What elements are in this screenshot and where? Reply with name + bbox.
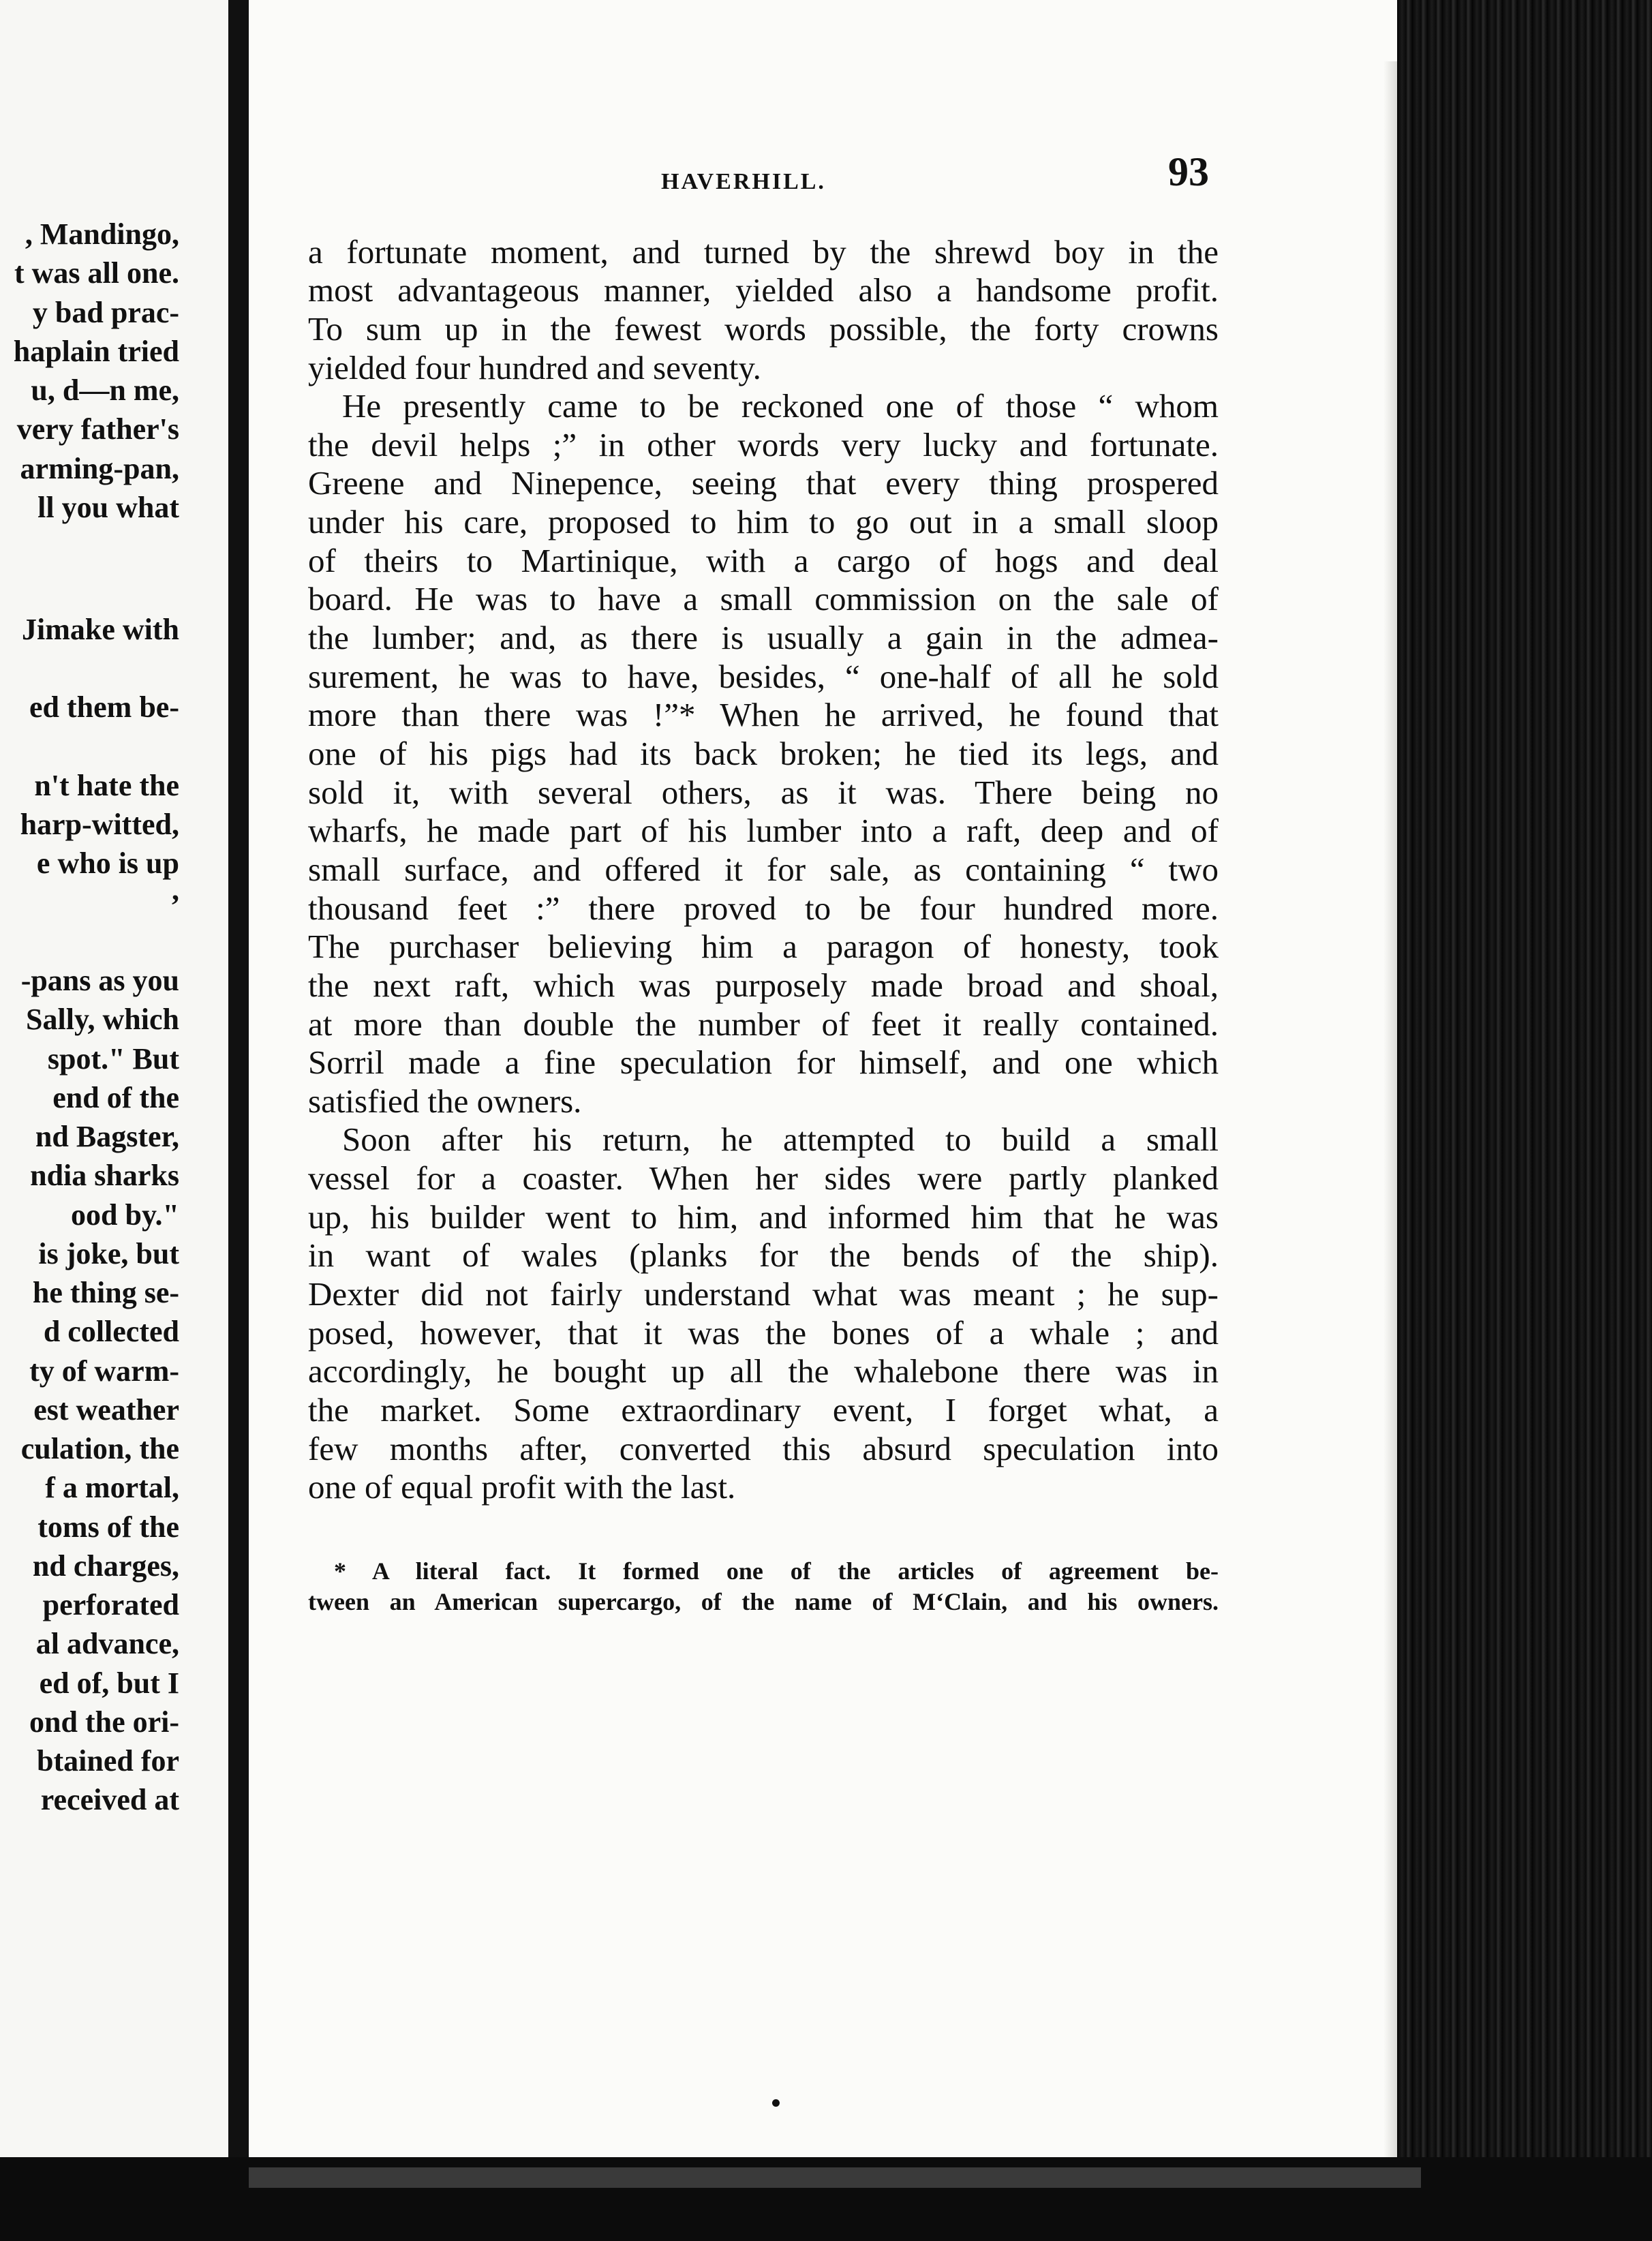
left-page-line: nd Bagster, <box>35 1120 179 1153</box>
left-page-line: arming-pan, <box>20 452 179 485</box>
body-line: a fortunate moment, and turned by the shrewd boy in the <box>308 233 1219 271</box>
left-page-line: y bad prac- <box>32 296 179 329</box>
body-line: surement, he was to have, besides, “ one-half of all he sold <box>308 658 1219 695</box>
page-bottom-shadow <box>249 2167 1421 2188</box>
body-line: small surface, and offered it for sale, as containing “ two <box>308 851 1219 888</box>
left-page-line: is joke, but <box>38 1237 179 1270</box>
body-line: under his care, proposed to him to go out in a small sloop <box>308 503 1219 540</box>
left-page-line: btained for <box>37 1744 179 1778</box>
body-line: few months after, converted this absurd speculation into <box>308 1430 1219 1467</box>
body-line: up, his builder went to him, and informed him that he was <box>308 1198 1219 1236</box>
left-page-line: received at <box>40 1783 179 1816</box>
body-line: of theirs to Martinique, with a cargo of hogs and deal <box>308 542 1219 579</box>
body-line: To sum up in the fewest words possible, the forty crowns <box>308 310 1219 348</box>
body-line: posed, however, that it was the bones of a whale ; and <box>308 1314 1219 1352</box>
body-line: one of equal profit with the last. <box>308 1468 736 1506</box>
left-page-line: ond the ori- <box>29 1705 179 1739</box>
left-page-line: ed of, but I <box>39 1666 179 1700</box>
body-line: most advantageous manner, yielded also a handsome profit. <box>308 271 1219 309</box>
body-line: board. He was to have a small commission on the sale of <box>308 580 1219 618</box>
body-line: satisfied the owners. <box>308 1082 582 1120</box>
body-line: at more than double the number of feet it really contained. <box>308 1005 1219 1043</box>
body-line: thousand feet :” there proved to be four hundred more. <box>308 889 1219 927</box>
body-line: Sorril made a fine speculation for himself, and one which <box>308 1043 1219 1081</box>
body-line: the lumber; and, as there is usually a gain in the admea- <box>308 619 1219 656</box>
body-line: the market. Some extraordinary event, I forget what, a <box>308 1391 1219 1429</box>
left-page-line: nd charges, <box>32 1549 179 1583</box>
body-line: accordingly, he bought up all the whalebone there was in <box>308 1352 1219 1390</box>
body-line: the next raft, which was purposely made broad and shoal, <box>308 966 1219 1004</box>
body-line: sold it, with several others, as it was. There being no <box>308 774 1219 811</box>
left-page-line: ty of warm- <box>29 1354 179 1388</box>
footnote-line: tween an American supercargo, of the name of M‘Clain, and his owners. <box>308 1588 1219 1615</box>
body-line: Greene and Ninepence, seeing that every thing prospered <box>308 464 1219 502</box>
left-page-line: , Mandingo, <box>25 217 179 251</box>
left-page-line: est weather <box>33 1393 179 1427</box>
body-line: the devil helps ;” in other words very lucky and fortunate. <box>308 426 1219 463</box>
print-speck <box>772 2099 780 2107</box>
body-line: vessel for a coaster. When her sides were partly planked <box>308 1159 1219 1197</box>
left-page-line: -pans as you <box>20 964 179 997</box>
left-page-line: spot." But <box>47 1042 179 1076</box>
body-line: in want of wales (planks for the bends of the ship). <box>308 1236 1219 1274</box>
left-page-line: , <box>172 873 179 906</box>
body-line: The purchaser believing him a paragon of honesty, took <box>308 928 1219 965</box>
left-page-line: n't hate the <box>34 769 179 802</box>
left-page-line: al advance, <box>35 1627 179 1660</box>
left-page-line: ood by." <box>71 1198 179 1232</box>
left-page-line: Jimake with <box>22 613 179 646</box>
left-page-line: d collected <box>43 1315 179 1348</box>
left-page-line: end of the <box>52 1081 179 1114</box>
left-page-line: ndia sharks <box>30 1159 179 1192</box>
body-line: Dexter did not fairly understand what was meant ; he sup- <box>308 1275 1219 1313</box>
page-number: 93 <box>1168 149 1209 194</box>
running-head: HAVERHILL. <box>661 169 826 194</box>
book-gutter <box>228 0 249 2241</box>
left-page-line: u, d—n me, <box>31 374 179 407</box>
body-line: one of his pigs had its back broken; he tied its legs, and <box>308 735 1219 772</box>
left-page-line: ll you what <box>37 491 179 524</box>
left-page-line: very father's <box>16 412 179 446</box>
left-page-line: ed them be- <box>29 690 179 724</box>
body-line: Soon after his return, he attempted to build a small <box>342 1120 1219 1158</box>
body-line: yielded four hundred and seventy. <box>308 349 761 386</box>
left-page-line: perforated <box>42 1588 179 1621</box>
left-page-line: f a mortal, <box>45 1471 179 1504</box>
body-line: more than there was !”* When he arrived, he found that <box>308 696 1219 733</box>
left-page-line: t was all one. <box>14 256 179 290</box>
left-page-line: e who is up <box>36 847 179 880</box>
left-page-line: Sally, which <box>26 1003 179 1036</box>
footnote-line: * A literal fact. It formed one of the articles of agreement be- <box>334 1557 1219 1585</box>
left-page-line: culation, the <box>20 1432 179 1465</box>
body-line: wharfs, he made part of his lumber into a raft, deep and of <box>308 812 1219 849</box>
left-page-line: haplain tried <box>13 335 179 368</box>
left-page-line: toms of the <box>37 1510 179 1544</box>
left-page-line: he thing se- <box>32 1276 179 1309</box>
book-fore-edge <box>1397 0 1652 2241</box>
left-page-line: harp-witted, <box>20 808 179 841</box>
body-line: He presently came to be reckoned one of those “ whom <box>342 387 1219 425</box>
left-page-fragment <box>0 0 228 2157</box>
